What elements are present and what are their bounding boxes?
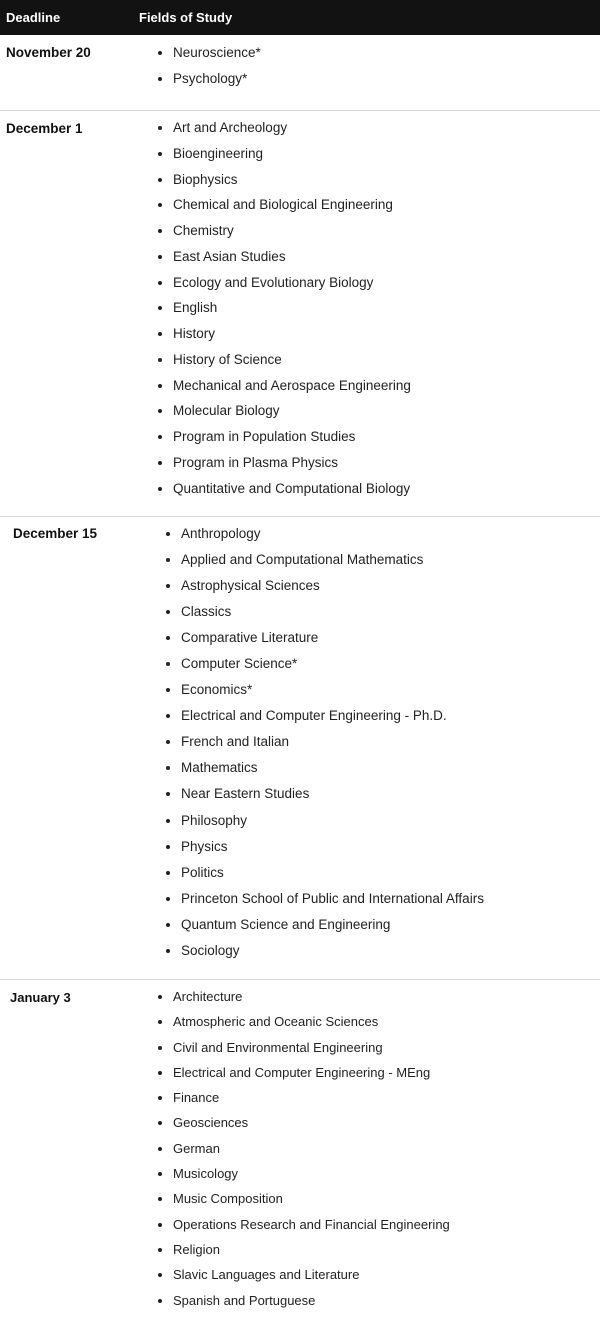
fields-column-header: Fields of Study: [139, 10, 233, 25]
list-item: Economics*: [166, 682, 484, 708]
list-item: Molecular Biology: [158, 403, 411, 429]
list-item: Program in Plasma Physics: [158, 455, 411, 481]
list-item: Music Composition: [158, 1191, 450, 1216]
deadline-row-december-15: [0, 517, 600, 980]
list-item: Astrophysical Sciences: [166, 578, 484, 604]
list-item: English: [158, 300, 411, 326]
list-item: History: [158, 326, 411, 352]
deadline-date: December 15: [13, 526, 98, 541]
list-item: Civil and Environmental Engineering: [158, 1040, 450, 1065]
deadline-row-december-1: [0, 111, 600, 517]
fields-list: [158, 989, 450, 1318]
list-item: Mathematics: [166, 760, 484, 786]
list-item: Chemistry: [158, 223, 411, 249]
list-item: Bioengineering: [158, 146, 411, 172]
deadline-date: November 20: [6, 45, 91, 60]
list-item: Biophysics: [158, 172, 411, 198]
list-item: Physics: [166, 839, 484, 865]
list-item: Mechanical and Aerospace Engineering: [158, 378, 411, 404]
list-item: Religion: [158, 1242, 450, 1267]
list-item: Comparative Literature: [166, 630, 484, 656]
deadline-column-header: Deadline: [6, 10, 61, 25]
list-item: Spanish and Portuguese: [158, 1293, 450, 1318]
list-item: Electrical and Computer Engineering - MEng: [158, 1065, 450, 1090]
list-item: Chemical and Biological Engineering: [158, 197, 411, 223]
list-item: Slavic Languages and Literature: [158, 1267, 450, 1292]
list-item: Philosophy: [166, 813, 484, 839]
deadline-row-november-20: [0, 35, 600, 111]
fields-list: [158, 120, 411, 506]
list-item: Operations Research and Financial Engineering: [158, 1217, 450, 1242]
list-item: Anthropology: [166, 526, 484, 552]
list-item: Musicology: [158, 1166, 450, 1191]
list-item: Architecture: [158, 989, 450, 1014]
list-item: Neuroscience*: [158, 45, 261, 71]
list-item: History of Science: [158, 352, 411, 378]
list-item: Quantum Science and Engineering: [166, 917, 484, 943]
list-item: Sociology: [166, 943, 484, 969]
list-item: Ecology and Evolutionary Biology: [158, 275, 411, 301]
list-item: French and Italian: [166, 734, 484, 760]
list-item: Applied and Computational Mathematics: [166, 552, 484, 578]
list-item: Electrical and Computer Engineering - Ph.D.: [166, 708, 484, 734]
list-item: Geosciences: [158, 1115, 450, 1140]
list-item: Computer Science*: [166, 656, 484, 682]
list-item: Classics: [166, 604, 484, 630]
list-item: Finance: [158, 1090, 450, 1115]
deadline-row-january-3: [0, 980, 600, 1328]
deadline-date: January 3: [10, 990, 71, 1005]
list-item: Program in Population Studies: [158, 429, 411, 455]
fields-list: [158, 45, 261, 96]
list-item: Quantitative and Computational Biology: [158, 481, 411, 507]
list-item: Princeton School of Public and International Affairs: [166, 891, 484, 917]
list-item: East Asian Studies: [158, 249, 411, 275]
list-item: Politics: [166, 865, 484, 891]
fields-list: [166, 526, 484, 969]
table-header: [0, 0, 600, 35]
list-item: German: [158, 1141, 450, 1166]
list-item: Art and Archeology: [158, 120, 411, 146]
list-item: Psychology*: [158, 71, 261, 97]
list-item: Near Eastern Studies: [166, 786, 484, 812]
list-item: Atmospheric and Oceanic Sciences: [158, 1014, 450, 1039]
deadline-date: December 1: [6, 121, 83, 136]
